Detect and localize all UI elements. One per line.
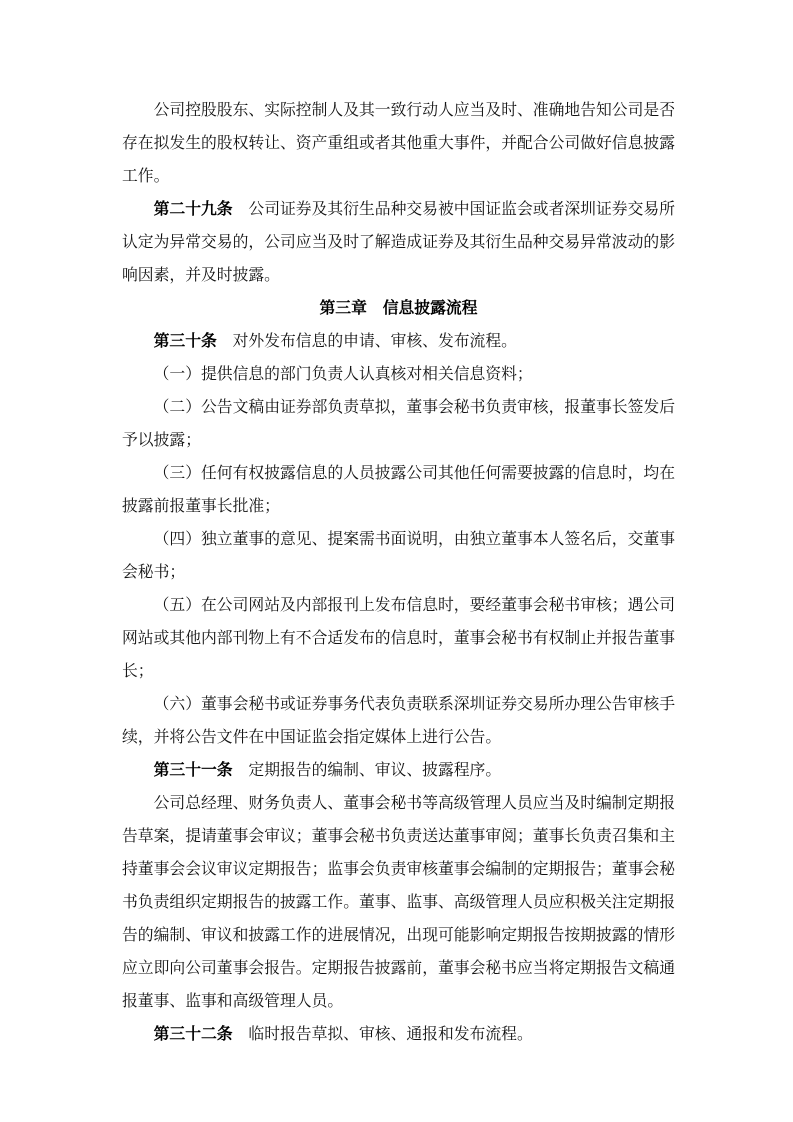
text-run: （六）董事会秘书或证券事务代表负责联系深圳证券交易所办理公告审核手续，并将公告文件在中国证监会指定媒体上进行公告。 [122,696,675,746]
text-run: （四）独立董事的意见、提案需书面说明，由独立董事本人签名后，交董事会秘书； [122,531,675,581]
paragraph [122,457,675,523]
paragraph [122,358,675,391]
text-run: 对外发布信息的申请、审核、发布流程。 [216,333,517,350]
article-number-run: 第三十一条 [153,762,233,779]
paragraph [122,787,675,1018]
text-run: 临时报告草拟、审核、通报和发布流程。 [232,1026,533,1043]
paragraph [122,1018,675,1051]
article-number-run: 第二十九条 [153,201,233,218]
paragraph [122,688,675,754]
text-run: （一）提供信息的部门负责人认真核对相关信息资料； [153,366,533,383]
text-run: （二）公告文稿由证券部负责草拟，董事会秘书负责审核，报董事长签发后予以披露； [122,399,675,449]
article-number-run: 第三十二条 [153,1026,233,1043]
paragraph [122,589,675,688]
chapter-heading [122,292,675,325]
text-run: 公司控股股东、实际控制人及其一致行动人应当及时、准确地告知公司是否存在拟发生的股权转让、资产重组或者其他重大事件，并配合公司做好信息披露工作。 [122,102,675,185]
text-run: 公司证券及其衍生品种交易被中国证监会或者深圳证券交易所认定为异常交易的，公司应当及时了解造成证券及其衍生品种交易异常波动的影响因素，并及时披露。 [122,201,675,284]
text-run: 公司总经理、财务负责人、董事会秘书等高级管理人员应当及时编制定期报告草案，提请董事会审议；董事会秘书负责送达董事审阅；董事长负责召集和主持董事会会议审议定期报告；监事会负责审核董事会编制的定期报告；董事会秘书负责组织定期报告的披露工作。董事、监事、高级管理人员应积极关注定期报告的编制、审议和披露工作的进展情况，出现可能影响定期报告按期披露的情形应立即向公司董事会报告。定期报告披露前，董事会秘书应当将定期报告文稿通报董事、监事和高级管理人员。 [122,795,675,1010]
paragraph [122,325,675,358]
paragraph [122,193,675,292]
article-number-run: 第三章 信息披露流程 [319,300,478,317]
paragraph [122,523,675,589]
text-run: （三）任何有权披露信息的人员披露公司其他任何需要披露的信息时，均在披露前报董事长批准； [122,465,675,515]
text-run: （五）在公司网站及内部报刊上发布信息时，要经董事会秘书审核；遇公司网站或其他内部刊物上有不合适发布的信息时，董事会秘书有权制止并报告董事长； [122,597,675,680]
document-body [122,94,675,1051]
article-number-run: 第三十条 [153,333,217,350]
paragraph [122,754,675,787]
text-run: 定期报告的编制、审议、披露程序。 [232,762,502,779]
paragraph [122,391,675,457]
paragraph [122,94,675,193]
